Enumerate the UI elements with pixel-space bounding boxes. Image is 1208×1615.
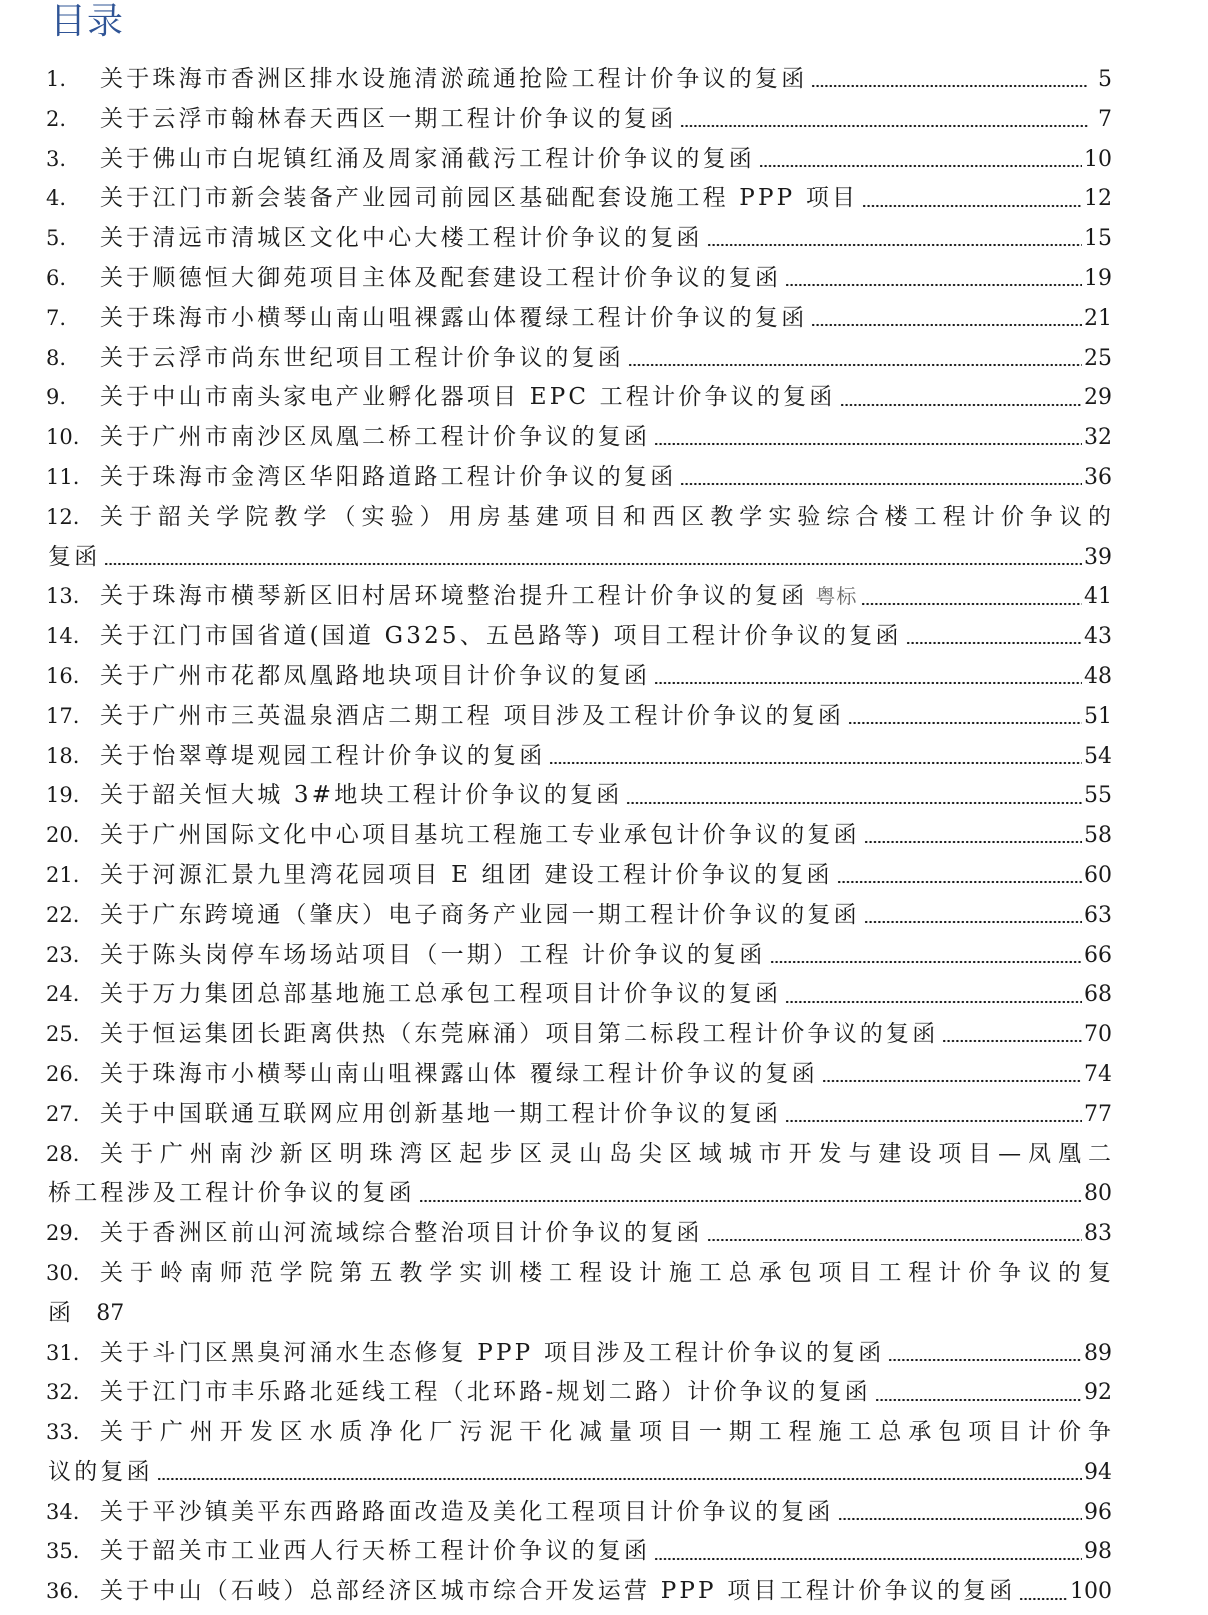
toc-entry[interactable] bbox=[0, 418, 1208, 458]
toc-entry-number: 33. bbox=[46, 1420, 80, 1445]
toc-entry-line[interactable] bbox=[100, 1135, 1112, 1173]
toc-entry-page[interactable]: 29 bbox=[1084, 385, 1112, 411]
toc-entry-line[interactable] bbox=[100, 1095, 1112, 1134]
toc-dot-leader bbox=[419, 1196, 1082, 1205]
toc-dot-leader bbox=[864, 838, 1082, 847]
toc-entry-page[interactable]: 54 bbox=[1084, 743, 1112, 769]
toc-entry[interactable] bbox=[0, 179, 1208, 219]
toc-entry-title[interactable]: 关于万力集团总部基地施工总承包工程项目计价争议的复函 bbox=[100, 981, 782, 1008]
toc-dot-leader bbox=[888, 1356, 1082, 1365]
toc-dot-leader bbox=[549, 759, 1082, 768]
toc-entry-page[interactable]: 48 bbox=[1084, 663, 1112, 689]
toc-entry-number: 28. bbox=[46, 1141, 80, 1166]
toc-entry[interactable] bbox=[0, 936, 1208, 976]
toc-entry[interactable] bbox=[0, 1095, 1208, 1135]
toc-entry-number: 14. bbox=[46, 624, 80, 649]
toc-entry-line[interactable] bbox=[100, 1334, 1112, 1373]
toc-entry-number: 13. bbox=[46, 584, 80, 609]
toc-entry-page[interactable]: 74 bbox=[1084, 1061, 1112, 1087]
toc-entry-page[interactable]: 68 bbox=[1084, 982, 1112, 1008]
toc-entry-line[interactable] bbox=[100, 577, 1112, 616]
toc-entry-number: 6. bbox=[46, 265, 67, 290]
toc-entry-continuation[interactable] bbox=[0, 1453, 1208, 1493]
toc-entry[interactable] bbox=[0, 219, 1208, 259]
toc-entry-line[interactable] bbox=[100, 140, 1112, 179]
toc-entry-line[interactable] bbox=[100, 60, 1112, 99]
toc-dot-leader bbox=[840, 400, 1083, 409]
toc-entry[interactable] bbox=[0, 100, 1208, 140]
toc-dot-leader bbox=[822, 1077, 1082, 1086]
toc-entry[interactable] bbox=[0, 299, 1208, 339]
toc-entry-title[interactable]: 关于斗门区黑臭河涌水生态修复 PPP 项目涉及工程计价争议的复函 bbox=[100, 1339, 885, 1366]
toc-entry-number: 29. bbox=[46, 1221, 80, 1246]
toc-entry-line[interactable] bbox=[100, 1055, 1112, 1094]
toc-entry-number: 24. bbox=[46, 982, 80, 1007]
toc-entry-number: 23. bbox=[46, 942, 80, 967]
toc-dot-leader bbox=[864, 918, 1082, 927]
toc-entry[interactable] bbox=[0, 975, 1208, 1015]
toc-dot-leader bbox=[104, 560, 1082, 569]
toc-entry[interactable] bbox=[0, 816, 1208, 856]
toc-entry-title[interactable]: 关于江门市新会装备产业园司前园区基础配套设施工程 PPP 项目 bbox=[100, 185, 859, 212]
toc-dot-leader bbox=[654, 440, 1082, 449]
toc-entry-page[interactable]: 83 bbox=[1084, 1221, 1112, 1247]
toc-entry-line[interactable] bbox=[100, 299, 1112, 338]
toc-entry-line[interactable] bbox=[48, 1174, 1112, 1213]
toc-entry[interactable] bbox=[0, 577, 1208, 617]
toc-entry-number: 7. bbox=[46, 305, 67, 330]
toc-entry-title[interactable]: 关于广州市南沙区凤凰二桥工程计价争议的复函 bbox=[100, 424, 651, 451]
toc-entry-continuation[interactable] bbox=[0, 538, 1208, 578]
toc-entry-line[interactable] bbox=[100, 697, 1112, 736]
toc-entry-line[interactable] bbox=[48, 538, 1112, 577]
toc-entry-page[interactable]: 77 bbox=[1084, 1101, 1112, 1127]
toc-entry-line[interactable] bbox=[100, 219, 1112, 258]
toc-entry-number: 2. bbox=[46, 106, 67, 131]
toc-entry[interactable] bbox=[0, 617, 1208, 657]
toc-entry-page[interactable]: 94 bbox=[1084, 1459, 1112, 1485]
toc-entry-title[interactable]: 关于珠海市金湾区华阳路道路工程计价争议的复函 bbox=[100, 463, 677, 490]
toc-entry-number: 12. bbox=[46, 504, 80, 529]
toc-entry-number: 1. bbox=[46, 67, 67, 91]
toc-entry-number: 9. bbox=[46, 385, 67, 410]
toc-entry-title[interactable]: 关于岭南师范学院第五教学实训楼工程设计施工总承包项目工程计价争议的复 bbox=[100, 1259, 1112, 1286]
toc-entry-title[interactable]: 关于顺德恒大御苑项目主体及配套建设工程计价争议的复函 bbox=[100, 264, 782, 291]
toc-dot-leader bbox=[785, 281, 1082, 290]
toc-entry-title[interactable]: 关于珠海市小横琴山南山咀裸露山体覆绿工程计价争议的复函 bbox=[100, 304, 808, 331]
toc-entry-page[interactable]: 32 bbox=[1084, 425, 1112, 451]
toc-entry-page[interactable]: 100 bbox=[1070, 1579, 1112, 1605]
toc-entry-line[interactable] bbox=[48, 1294, 1112, 1333]
toc-dot-leader bbox=[875, 1395, 1082, 1404]
toc-entry[interactable] bbox=[0, 737, 1208, 777]
toc-entry[interactable] bbox=[0, 1135, 1208, 1175]
toc-entry-title[interactable]: 关于中国联通互联网应用创新基地一期工程计价争议的复函 bbox=[100, 1100, 782, 1127]
toc-entry-title[interactable]: 关于广州市三英温泉酒店二期工程 项目涉及工程计价争议的复函 bbox=[100, 702, 845, 729]
toc-entry-title[interactable]: 关于珠海市小横琴山南山咀裸露山体 覆绿工程计价争议的复函 bbox=[100, 1060, 818, 1087]
toc-dot-leader bbox=[626, 798, 1082, 807]
toc-dot-leader bbox=[785, 997, 1082, 1006]
toc-entry[interactable] bbox=[0, 1334, 1208, 1374]
toc-entry[interactable] bbox=[0, 1214, 1208, 1254]
toc-entry[interactable] bbox=[0, 498, 1208, 538]
toc-entry-number: 10. bbox=[46, 425, 80, 450]
toc-entry-number: 11. bbox=[46, 464, 80, 489]
toc-entry-line[interactable] bbox=[100, 1214, 1112, 1253]
toc-entry-page[interactable]: 19 bbox=[1084, 265, 1112, 291]
toc-dot-leader bbox=[837, 878, 1082, 887]
toc-entry-number: 16. bbox=[46, 663, 80, 688]
toc-entry-page[interactable]: 55 bbox=[1084, 783, 1112, 809]
toc-dot-leader bbox=[906, 639, 1082, 648]
toc-entry[interactable] bbox=[0, 1015, 1208, 1055]
toc-dot-leader bbox=[654, 1554, 1082, 1563]
toc-entry[interactable] bbox=[0, 259, 1208, 299]
toc-dot-leader bbox=[680, 480, 1082, 489]
toc-entry-title[interactable]: 关于珠海市香洲区排水设施清淤疏通抢险工程计价争议的复函 bbox=[100, 66, 808, 92]
toc-entry-line[interactable] bbox=[100, 816, 1112, 855]
toc-dot-leader bbox=[1019, 1594, 1068, 1603]
toc-entry-line[interactable] bbox=[100, 737, 1112, 776]
toc-dot-leader bbox=[770, 958, 1082, 967]
toc-entry-title-continued[interactable]: 议的复函 bbox=[48, 1458, 153, 1485]
toc-entry-line[interactable] bbox=[100, 617, 1112, 656]
toc-dot-leader bbox=[861, 599, 1082, 608]
toc-dot-leader bbox=[862, 201, 1082, 210]
toc-entry-title[interactable]: 关于云浮市尚东世纪项目工程计价争议的复函 bbox=[100, 344, 624, 371]
toc-entry-number: 20. bbox=[46, 823, 80, 848]
toc-entry-number: 5. bbox=[46, 226, 67, 251]
toc-entry-page[interactable]: 60 bbox=[1084, 862, 1112, 888]
toc-dot-leader bbox=[157, 1475, 1082, 1484]
toc-dot-leader bbox=[942, 1037, 1082, 1046]
toc-entry-title[interactable]: 关于广东跨境通（肇庆）电子商务产业园一期工程计价争议的复函 bbox=[100, 901, 860, 928]
toc-entry[interactable] bbox=[0, 378, 1208, 418]
toc-entry-page[interactable]: 96 bbox=[1084, 1499, 1112, 1525]
toc-entry[interactable] bbox=[0, 697, 1208, 737]
toc-entry-title[interactable]: 关于河源汇景九里湾花园项目 E 组团 建设工程计价争议的复函 bbox=[100, 861, 833, 888]
toc-entry-number: 18. bbox=[46, 743, 80, 768]
toc-entry[interactable] bbox=[0, 776, 1208, 816]
toc-entry-continuation[interactable] bbox=[0, 1294, 1208, 1334]
toc-entry-title[interactable]: 关于江门市丰乐路北延线工程（北环路-规划二路）计价争议的复函 bbox=[100, 1379, 871, 1406]
toc-entry-number: 25. bbox=[46, 1022, 80, 1047]
toc-dot-leader bbox=[628, 361, 1082, 370]
toc-entry-title-continued[interactable]: 函 bbox=[48, 1299, 75, 1326]
toc-entry-page[interactable]: 5 bbox=[1098, 67, 1112, 92]
toc-entry-line[interactable] bbox=[100, 1532, 1112, 1571]
toc-entry-number: 26. bbox=[46, 1061, 80, 1086]
toc-entry-line[interactable] bbox=[100, 458, 1112, 497]
toc-entry[interactable] bbox=[0, 657, 1208, 697]
toc-entry-page[interactable]: 87 bbox=[96, 1300, 125, 1326]
toc-entry[interactable] bbox=[0, 1413, 1208, 1453]
toc-entry-page[interactable]: 10 bbox=[1084, 146, 1112, 172]
toc-entry-title[interactable]: 关于平沙镇美平东西路路面改造及美化工程项目计价争议的复函 bbox=[100, 1498, 834, 1525]
toc-entry-line[interactable] bbox=[100, 1572, 1112, 1611]
toc-entry[interactable] bbox=[0, 140, 1208, 180]
toc-entry-title[interactable]: 关于广州市花都凤凰路地块项目计价争议的复函 bbox=[100, 662, 651, 689]
toc-entry[interactable] bbox=[0, 458, 1208, 498]
page-title: 目录 bbox=[50, 1, 125, 42]
toc-entry-title[interactable]: 关于怡翠尊堤观园工程计价争议的复函 bbox=[100, 742, 546, 769]
toc-entry-line[interactable] bbox=[100, 1015, 1112, 1054]
toc-entry-title[interactable]: 关于韶关恒大城 3#地块工程计价争议的复函 bbox=[100, 782, 623, 809]
toc-entry-title[interactable]: 关于珠海市横琴新区旧村居环境整治提升工程计价争议的复函 bbox=[100, 583, 808, 610]
toc-entry-page[interactable]: 80 bbox=[1084, 1181, 1112, 1207]
toc-dot-leader bbox=[848, 719, 1082, 728]
table-of-contents bbox=[0, 60, 1208, 1612]
toc-entry-title-continued[interactable]: 复函 bbox=[48, 543, 101, 570]
toc-entry-line[interactable] bbox=[100, 1254, 1112, 1292]
toc-dot-leader bbox=[707, 1236, 1082, 1245]
toc-entry-number: 3. bbox=[46, 146, 67, 171]
toc-entry-line[interactable] bbox=[100, 936, 1112, 975]
toc-entry-page[interactable]: 12 bbox=[1084, 186, 1112, 212]
toc-entry-title[interactable]: 关于清远市清城区文化中心大楼工程计价争议的复函 bbox=[100, 225, 703, 252]
toc-entry-line[interactable] bbox=[100, 856, 1112, 895]
toc-entry-line[interactable] bbox=[100, 1413, 1112, 1451]
toc-entry-number: 36. bbox=[46, 1579, 80, 1604]
toc-entry-title[interactable]: 关于云浮市翰林春天西区一期工程计价争议的复函 bbox=[100, 105, 677, 132]
toc-entry-page[interactable]: 66 bbox=[1084, 942, 1112, 968]
toc-entry-title[interactable]: 关于恒运集团长距离供热（东莞麻涌）项目第二标段工程计价争议的复函 bbox=[100, 1021, 939, 1048]
toc-entry-line[interactable] bbox=[100, 259, 1112, 298]
toc-entry-number: 8. bbox=[46, 345, 67, 370]
toc-dot-leader bbox=[785, 1117, 1082, 1126]
toc-entry-title[interactable]: 关于江门市国省道(国道 G325、五邑路等) 项目工程计价争议的复函 bbox=[100, 623, 902, 650]
toc-entry-page[interactable]: 89 bbox=[1084, 1340, 1112, 1366]
toc-entry-page[interactable]: 70 bbox=[1084, 1022, 1112, 1048]
toc-dot-leader bbox=[811, 82, 1088, 91]
toc-entry-page[interactable]: 7 bbox=[1098, 106, 1112, 132]
toc-entry-line[interactable] bbox=[100, 418, 1112, 457]
toc-entry-line[interactable] bbox=[100, 657, 1112, 696]
toc-dot-leader bbox=[811, 321, 1082, 330]
toc-entry-page[interactable]: 63 bbox=[1084, 902, 1112, 928]
toc-entry-title[interactable]: 关于广州开发区水质净化厂污泥干化减量项目一期工程施工总承包项目计价争 bbox=[100, 1419, 1112, 1446]
toc-entry-page[interactable]: 98 bbox=[1084, 1539, 1112, 1565]
toc-entry-line[interactable] bbox=[100, 378, 1112, 417]
toc-entry[interactable] bbox=[0, 1254, 1208, 1294]
toc-entry-number: 27. bbox=[46, 1101, 80, 1126]
toc-entry[interactable] bbox=[0, 1572, 1208, 1612]
toc-entry-page[interactable]: 39 bbox=[1084, 544, 1112, 570]
toc-entry-page[interactable]: 92 bbox=[1084, 1380, 1112, 1406]
toc-dot-leader bbox=[707, 241, 1082, 250]
toc-entry-page[interactable]: 51 bbox=[1084, 703, 1112, 729]
toc-entry-page[interactable]: 36 bbox=[1084, 464, 1112, 490]
toc-entry-number: 4. bbox=[46, 186, 67, 211]
toc-entry-page[interactable]: 41 bbox=[1084, 584, 1112, 610]
toc-entry[interactable] bbox=[0, 1055, 1208, 1095]
toc-entry[interactable] bbox=[0, 896, 1208, 936]
toc-entry-number: 22. bbox=[46, 902, 80, 927]
toc-dot-leader bbox=[759, 162, 1082, 171]
toc-entry-title[interactable]: 关于中山市南头家电产业孵化器项目 EPC 工程计价争议的复函 bbox=[100, 384, 836, 411]
toc-entry-line[interactable] bbox=[100, 1493, 1112, 1532]
toc-entry[interactable] bbox=[0, 339, 1208, 379]
toc-entry-page[interactable]: 21 bbox=[1084, 305, 1112, 331]
toc-entry-page[interactable]: 43 bbox=[1084, 624, 1112, 650]
toc-entry-line[interactable] bbox=[100, 498, 1112, 536]
toc-entry[interactable] bbox=[0, 856, 1208, 896]
toc-entry-page[interactable]: 58 bbox=[1084, 823, 1112, 849]
toc-entry[interactable] bbox=[0, 1373, 1208, 1413]
toc-entry[interactable] bbox=[0, 60, 1208, 100]
toc-entry-title[interactable]: 关于中山（石岐）总部经济区城市综合开发运营 PPP 项目工程计价争议的复函 bbox=[100, 1578, 1016, 1605]
toc-dot-leader bbox=[654, 679, 1082, 688]
toc-entry-number: 35. bbox=[46, 1539, 80, 1564]
toc-entry-title[interactable]: 关于香洲区前山河流域综合整治项目计价争议的复函 bbox=[100, 1220, 703, 1247]
toc-entry-number: 30. bbox=[46, 1260, 80, 1285]
toc-entry-number: 19. bbox=[46, 783, 80, 808]
toc-entry-line[interactable] bbox=[100, 1373, 1112, 1412]
toc-entry[interactable] bbox=[0, 1532, 1208, 1572]
toc-entry-number: 21. bbox=[46, 862, 80, 887]
toc-entry-title[interactable]: 关于佛山市白坭镇红涌及周家涌截污工程计价争议的复函 bbox=[100, 145, 755, 172]
toc-entry-title[interactable]: 关于韶关学院教学（实验）用房基建项目和西区教学实验综合楼工程计价争议的 bbox=[100, 503, 1112, 530]
toc-entry-title[interactable]: 关于广州国际文化中心项目基坑工程施工专业承包计价争议的复函 bbox=[100, 822, 860, 849]
toc-entry-title[interactable]: 关于陈头岗停车场场站项目（一期）工程 计价争议的复函 bbox=[100, 941, 766, 968]
toc-entry-watermark: 粤标 bbox=[815, 584, 858, 609]
toc-entry-line[interactable] bbox=[100, 975, 1112, 1014]
toc-entry-number: 32. bbox=[46, 1380, 80, 1405]
toc-entry-line[interactable] bbox=[100, 100, 1112, 139]
toc-entry-line[interactable] bbox=[100, 339, 1112, 378]
toc-entry-number: 17. bbox=[46, 703, 80, 728]
toc-entry-page[interactable]: 15 bbox=[1084, 226, 1112, 252]
toc-entry-title-continued[interactable]: 桥工程涉及工程计价争议的复函 bbox=[48, 1180, 415, 1207]
toc-entry-line[interactable] bbox=[48, 1453, 1112, 1492]
toc-entry-number: 34. bbox=[46, 1499, 80, 1524]
toc-entry-line[interactable] bbox=[100, 776, 1112, 815]
toc-entry-number: 31. bbox=[46, 1340, 80, 1365]
toc-entry-continuation[interactable] bbox=[0, 1174, 1208, 1214]
toc-dot-leader bbox=[838, 1515, 1082, 1524]
toc-entry[interactable] bbox=[0, 1493, 1208, 1533]
toc-entry-line[interactable] bbox=[100, 896, 1112, 935]
toc-entry-title[interactable]: 关于广州南沙新区明珠湾区起步区灵山岛尖区域城市开发与建设项目—凤凰二 bbox=[100, 1140, 1112, 1167]
toc-entry-line[interactable] bbox=[100, 179, 1112, 218]
toc-dot-leader bbox=[680, 122, 1088, 131]
toc-entry-page[interactable]: 25 bbox=[1084, 345, 1112, 371]
toc-entry-title[interactable]: 关于韶关市工业西人行天桥工程计价争议的复函 bbox=[100, 1538, 651, 1565]
